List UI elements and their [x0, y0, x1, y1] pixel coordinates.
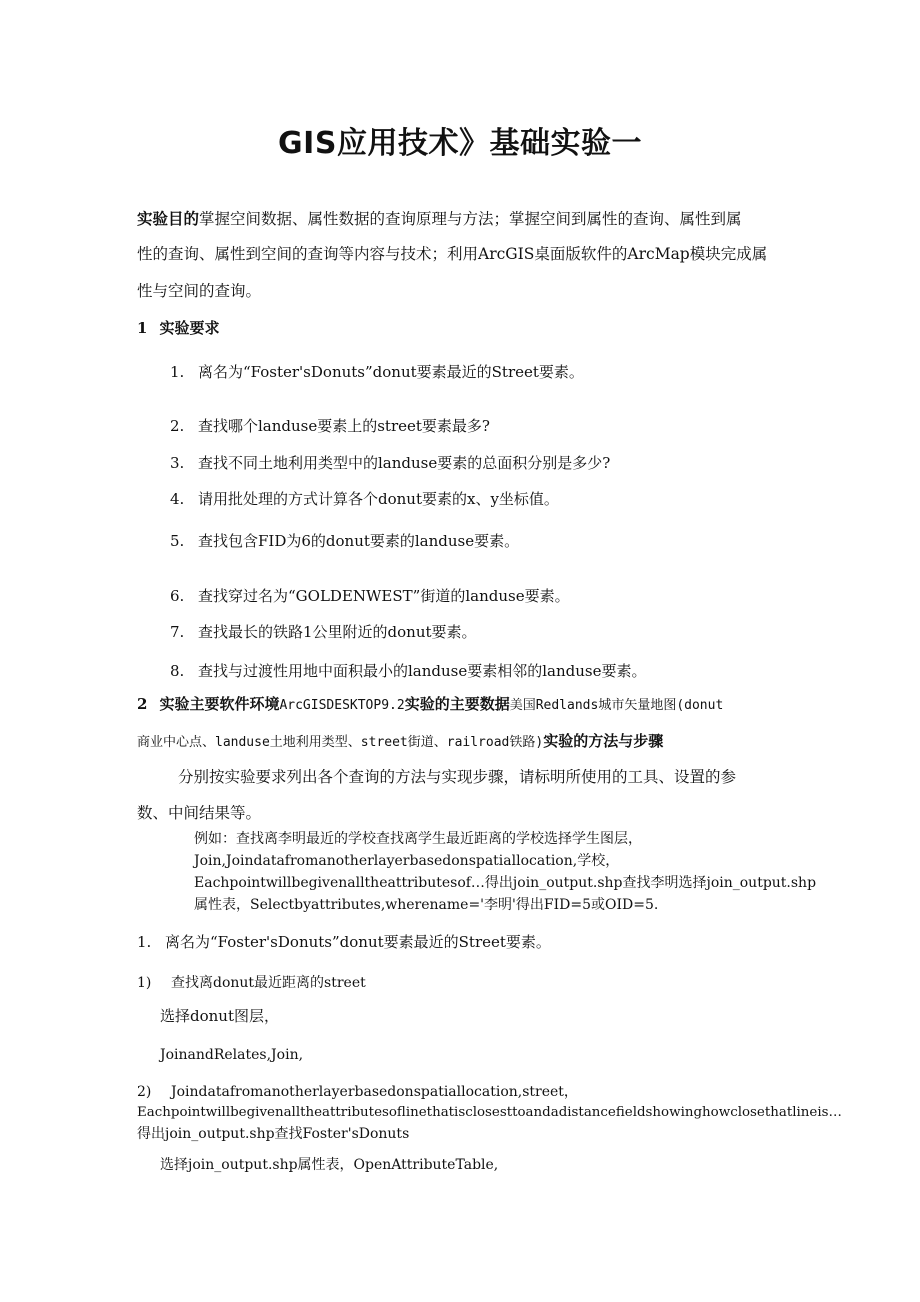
step-1-heading — [137, 932, 551, 952]
substep-1-line-2: JoinandRelates,Join, — [160, 1047, 304, 1063]
substep-2-line-3: 得出join_output.shp查找Foster'sDonuts — [137, 1126, 410, 1142]
section-2-number: 2 — [137, 695, 148, 713]
substep-1 — [137, 973, 366, 993]
requirement-text: 查找不同土地利用类型中的landuse要素的总面积分别是多少? — [198, 454, 611, 472]
purpose-line-3: 性与空间的查询。 — [137, 282, 262, 300]
example-line-4: 属性表，Selectbyattributes,wherename='李明'得出FID=5或OID=5. — [194, 897, 659, 913]
requirement-item — [170, 489, 559, 509]
substep-2-line-4: 选择join_output.shp属性表，OpenAttributeTable, — [160, 1157, 499, 1173]
requirement-text: 查找包含FID为6的donut要素的landuse要素。 — [198, 532, 520, 550]
step-text: 离名为“Foster'sDonuts”donut要素最近的Street要素。 — [165, 933, 551, 951]
requirement-number: 6. — [170, 587, 185, 605]
requirement-number: 7. — [170, 623, 185, 641]
section-2-line-1 — [137, 694, 723, 716]
requirement-text: 查找穿过名为“GOLDENWEST”街道的landuse要素。 — [198, 587, 570, 605]
requirement-text: 请用批处理的方式计算各个donut要素的x、y坐标值。 — [198, 490, 559, 508]
substep-number: 1) — [137, 975, 152, 991]
substep-text: 查找离donut最近距离的street — [171, 975, 366, 991]
example-line-2: Join,Joindatafromanotherlayerbasedonspatiallocation,学校， — [194, 853, 620, 869]
purpose-line-2: 性的查询、属性到空间的查询等内容与技术；利用ArcGIS桌面版软件的ArcMap模块完成属 — [137, 245, 768, 263]
env-label: 实验主要软件环境 — [159, 695, 280, 713]
data-value-2: 商业中心点、landuse土地利用类型、street街道、railroad铁路) — [137, 735, 544, 750]
section-1-title: 实验要求 — [159, 319, 220, 337]
env-value: ArcGISDESKTOP9.2 — [279, 698, 405, 713]
requirement-item — [170, 453, 610, 473]
section-1-heading — [137, 318, 219, 338]
method-label: 实验的方法与步骤 — [543, 732, 664, 750]
page-title: GIS应用技术》基础实验一 — [278, 126, 642, 161]
requirement-item — [170, 661, 646, 681]
requirement-text: 查找与过渡性用地中面积最小的landuse要素相邻的landuse要素。 — [198, 662, 647, 680]
requirement-text: 离名为“Foster'sDonuts”donut要素最近的Street要素。 — [198, 363, 584, 381]
substep-1-line-1: 选择donut图层， — [160, 1007, 279, 1025]
example-line-3: Eachpointwillbegivenalltheattributesof…得出join_output.shp查找李明选择join_output.shp — [194, 875, 817, 891]
purpose-line-1 — [137, 209, 742, 229]
requirement-text: 查找最长的铁路1公里附近的donut要素。 — [198, 623, 477, 641]
requirement-item — [170, 362, 584, 382]
purpose-label: 实验目的 — [137, 209, 200, 228]
section-1-number: 1 — [137, 319, 148, 337]
substep-number: 2) — [137, 1084, 152, 1100]
example-line-1: 例如：查找离李明最近的学校查找离学生最近距离的学校选择学生图层， — [194, 831, 642, 847]
step-number: 1. — [137, 933, 152, 951]
requirement-item — [170, 531, 519, 551]
requirement-item — [170, 622, 477, 642]
requirement-number: 2. — [170, 417, 185, 435]
substep-2 — [137, 1082, 578, 1102]
requirement-text: 查找哪个landuse要素上的street要素最多? — [198, 417, 490, 435]
section-2-line-2 — [137, 731, 663, 753]
requirement-number: 1. — [170, 363, 185, 381]
purpose-text-1: 掌握空间数据、属性数据的查询原理与方法；掌握空间到属性的查询、属性到属 — [199, 210, 742, 228]
substep-2-line-2: Eachpointwillbegivenalltheattributesoflinethatisclosesttoandadistancefieldshowinghowclosethatlineis… — [137, 1105, 842, 1120]
intro-line-1: 分别按实验要求列出各个查询的方法与实现步骤，请标明所使用的工具、设置的参 — [178, 768, 737, 786]
requirement-number: 3. — [170, 454, 185, 472]
intro-line-2: 数、中间结果等。 — [137, 804, 262, 822]
substep-text: Joindatafromanotherlayerbasedonspatiallocation,street， — [171, 1084, 578, 1100]
requirement-item — [170, 586, 570, 606]
requirement-item — [170, 416, 490, 436]
requirement-number: 5. — [170, 532, 185, 550]
data-label: 实验的主要数据 — [404, 695, 510, 713]
requirement-number: 8. — [170, 662, 185, 680]
data-value-1: 美国Redlands城市矢量地图(donut — [509, 698, 724, 713]
requirement-number: 4. — [170, 490, 185, 508]
